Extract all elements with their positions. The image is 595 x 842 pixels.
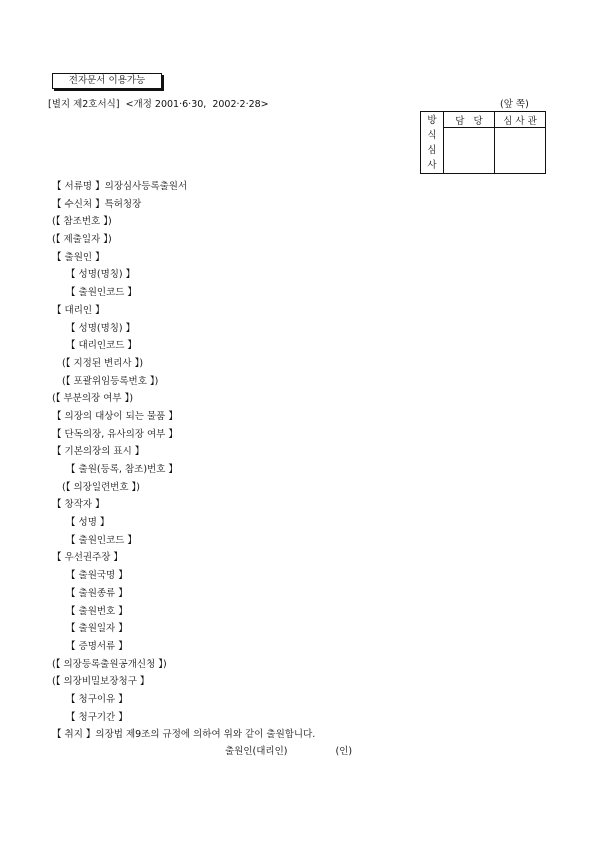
form-number-and-revision [48, 96, 269, 110]
form-number: [별지 제2호서식] [48, 99, 120, 110]
application-fields [52, 178, 315, 744]
field-row: 【 출원일자 】 [66, 623, 128, 635]
revision-dates: <개정 2001·6·30, 2002·2·28> [125, 99, 269, 110]
field-row: 【 증명서류 】 [66, 640, 128, 652]
field-row: (【 지정된 변리사 】) [62, 357, 144, 369]
field-row: 【 기본의장의 표시 】 [52, 446, 145, 458]
field-row: 【 출원종류 】 [66, 587, 128, 599]
field-row: 【 대리인코드 】 [66, 340, 137, 352]
field-row: 【 단독의장, 유사의장 여부 】 [52, 428, 178, 440]
field-row: 【 우선권주장 】 [52, 552, 123, 564]
field-row: 【 출원인코드 】 [66, 534, 137, 546]
field-row: 【 수신처 】특허청장 [52, 198, 142, 210]
page-side-label: (앞 쪽) [500, 99, 529, 110]
field-row: 【 출원인 】 [52, 251, 105, 263]
method-review-label: 방 식 심 사 [421, 112, 444, 174]
field-row: 【 대리인 】 [52, 304, 105, 316]
field-row: 【 출원국명 】 [66, 570, 128, 582]
examiner-sign-box[interactable] [495, 128, 546, 174]
signature-line [225, 743, 352, 757]
field-row: 【 출원번호 】 [66, 605, 128, 617]
approval-col-examiner: 심 사 관 [495, 112, 546, 128]
field-row: (【 의장일련번호 】) [62, 481, 141, 493]
field-row: 【 의장의 대상이 되는 물품 】 [52, 410, 178, 422]
electronic-document-badge: 전자문서 이용가능 [52, 73, 162, 89]
applicant-signature-label: 출원인(대리인) [225, 746, 288, 757]
field-row: 【 청구이유 】 [66, 693, 128, 705]
field-row: (【 참조번호 】) [52, 216, 112, 228]
approval-col-charge: 담 당 [444, 112, 495, 128]
field-row: 【 성명(명칭) 】 [66, 269, 136, 281]
seal-mark: (인) [335, 746, 353, 757]
field-row: 【 성명(명칭) 】 [66, 322, 136, 334]
field-row: (【 포괄위임등록번호 】) [62, 375, 159, 387]
field-row: 【 서류명 】의장심사등록출원서 [52, 181, 188, 192]
field-row: (【 의장비밀보장청구 】 [52, 676, 150, 688]
field-row: 【 창작자 】 [52, 499, 105, 511]
field-row: (【 의장등록출원공개신청 】) [52, 658, 167, 670]
field-row: 【 성명 】 [66, 517, 110, 529]
field-row: (【 제출일자 】) [52, 234, 112, 246]
charge-sign-box[interactable] [444, 128, 495, 174]
approval-box [420, 111, 546, 174]
field-row: (【 부분의장 여부 】) [52, 393, 134, 405]
field-row: 【 출원인코드 】 [66, 287, 137, 299]
field-row: 【 출원(등록, 참조)번호 】 [66, 464, 178, 475]
field-row: 【 취지 】의장법 제9조의 규정에 의하여 위와 같이 출원합니다. [52, 729, 316, 741]
field-row: 【 청구기간 】 [66, 711, 128, 723]
